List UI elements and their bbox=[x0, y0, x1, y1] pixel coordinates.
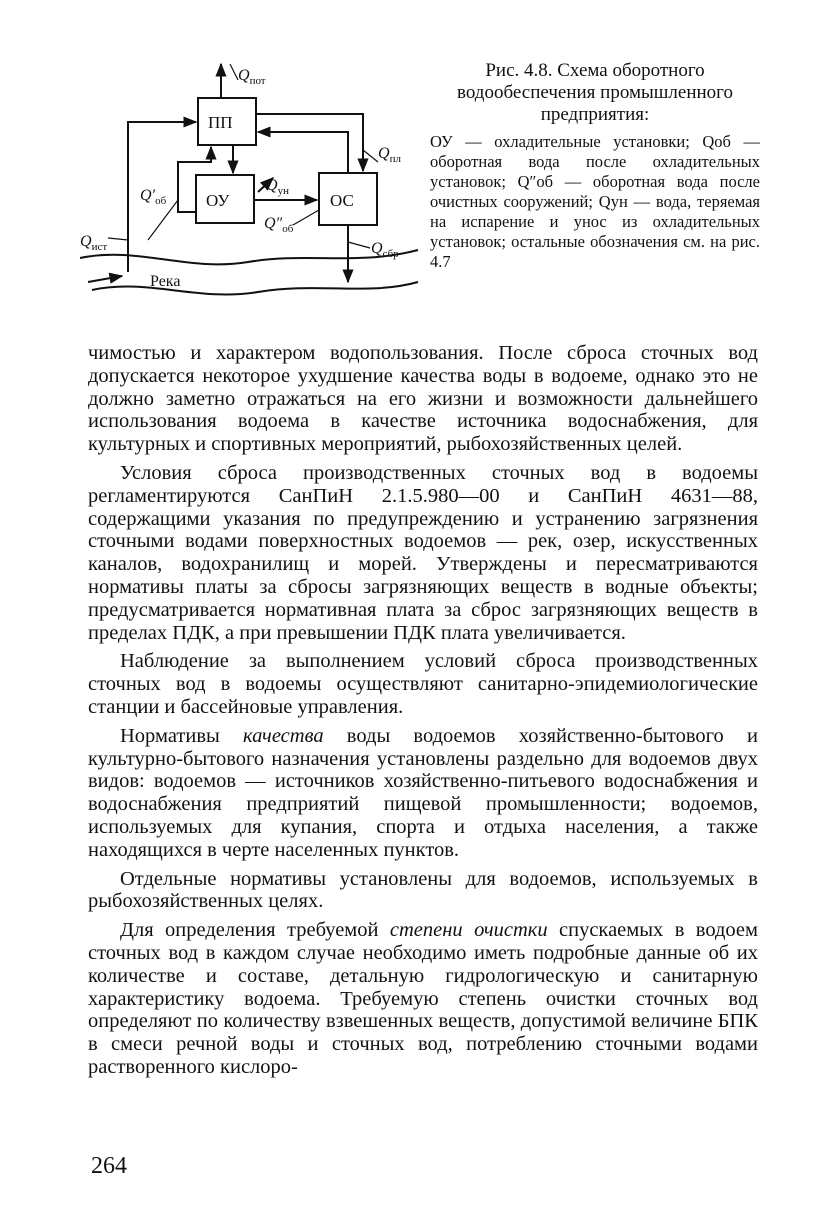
text-run: Для определения требуемой bbox=[120, 919, 390, 942]
q-sbr-leader bbox=[348, 242, 370, 248]
paragraph bbox=[88, 919, 758, 1079]
river-label: Река bbox=[150, 273, 181, 290]
figure-caption bbox=[430, 60, 760, 272]
q-sbr-label: $Q_{сбр}$ bbox=[371, 240, 399, 260]
river-flow-arrow bbox=[88, 276, 122, 282]
caption-title: Рис. 4.8. Схема оборотного водообеспечения промышленного предприятия: bbox=[457, 60, 733, 125]
q-ob1-label: $Q'_{об}$ bbox=[140, 187, 167, 207]
pp-os-line bbox=[256, 114, 363, 171]
text-run: Нормативы bbox=[120, 724, 243, 747]
caption-body: ОУ — охладительные установки; Qоб — оборотная вода после охладительных установок; Q″об — оборотная вода после очистных сооружений; Qун — вода, теряемая на испарение и унос из охладительных установок; остальные обозначения см. на рис. 4.7 bbox=[430, 132, 760, 271]
paragraph: чимостью и характером водопользования. После сброса сточных вод допускается некоторое ухудшение качества воды в водоеме, однако это не должно заметно отражаться на его жизни и возможности дальнейшего использования водоема в качестве источника водоснабжения, для культурных и спортивных мероприятий, рыбохозяйственных целей. bbox=[88, 342, 758, 456]
paragraph: Наблюдение за выполнением условий сброса производственных сточных вод в водоемы осуществляют санитарно-эпидемиологические станции и бассейновые управления. bbox=[88, 650, 758, 718]
text-run: спускаемых в водоем сточных вод в каждом случае необходимо иметь подробные данные об их количестве и составе, детальную гидрологическую и санитарную характеристику водоема. Требуемую степень очистки сточных вод определяют по количеству взвешенных веществ, допустимой величине БПК в смеси речной воды и сточных вод, потреблению сточными водами растворенного кислоро- bbox=[88, 919, 758, 1078]
paragraph: Условия сброса производственных сточных вод в водоемы регламентируются СанПиН 2.1.5.980—00 и СанПиН 4631—88, содержащими указания по предупреждению и устранению загрязнения сточными водами поверхностных водоемов — рек, озер, искусственных каналов, водохранилищ и морей. Утверждены и пересматриваются нормативы платы за сбросы загрязняющих веществ в водные объекты; предусматривается нормативная плата за сброс загрязняющих веществ в пределах ПДК, а при превышении ПДК плата увеличивается. bbox=[88, 461, 758, 644]
paragraph: Отдельные нормативы установлены для водоемов, используемых в рыбохозяйственных целях. bbox=[88, 867, 758, 913]
ou-label: ОУ bbox=[206, 191, 230, 210]
q-ist-label: $Q_{ист}$ bbox=[80, 233, 108, 253]
q-ob2-label: $Q''_{об}$ bbox=[264, 215, 294, 235]
river-bank-bottom bbox=[92, 282, 418, 295]
q-ob2-leader bbox=[293, 210, 319, 225]
emphasis: качества bbox=[243, 724, 324, 747]
q-un-label: $Q_{ун}$ bbox=[266, 177, 289, 197]
q-ob2-return bbox=[258, 132, 348, 173]
q-pot-leader bbox=[230, 64, 238, 80]
page-number: 264 bbox=[91, 1153, 127, 1179]
paragraph bbox=[88, 725, 758, 862]
river-bank-top bbox=[80, 250, 418, 264]
os-label: ОС bbox=[330, 191, 354, 210]
text-run: воды водоемов хозяйственно-бытового и культурно-бытового назначения установлены раздельно для водоемов двух видов: водоемов — источников хозяйственно-питьевого водоснабжения и водоснабжения предприятий пищевой промышленности; водоемов, используемых для купания, спорта и отдыха населения, а также находящихся в черте населенных пунктов. bbox=[88, 724, 758, 861]
emphasis: степени очистки bbox=[389, 919, 548, 942]
body-text bbox=[88, 342, 758, 1079]
water-scheme-diagram bbox=[78, 50, 423, 310]
pp-label: ПП bbox=[208, 113, 233, 132]
q-pl-leader bbox=[363, 150, 378, 162]
q-ist-leader bbox=[108, 238, 128, 240]
q-pl-label: $Q_{пл}$ bbox=[378, 145, 401, 165]
q-pot-label: $Q_{пот}$ bbox=[238, 67, 266, 87]
water-scheme-figure bbox=[78, 50, 423, 310]
